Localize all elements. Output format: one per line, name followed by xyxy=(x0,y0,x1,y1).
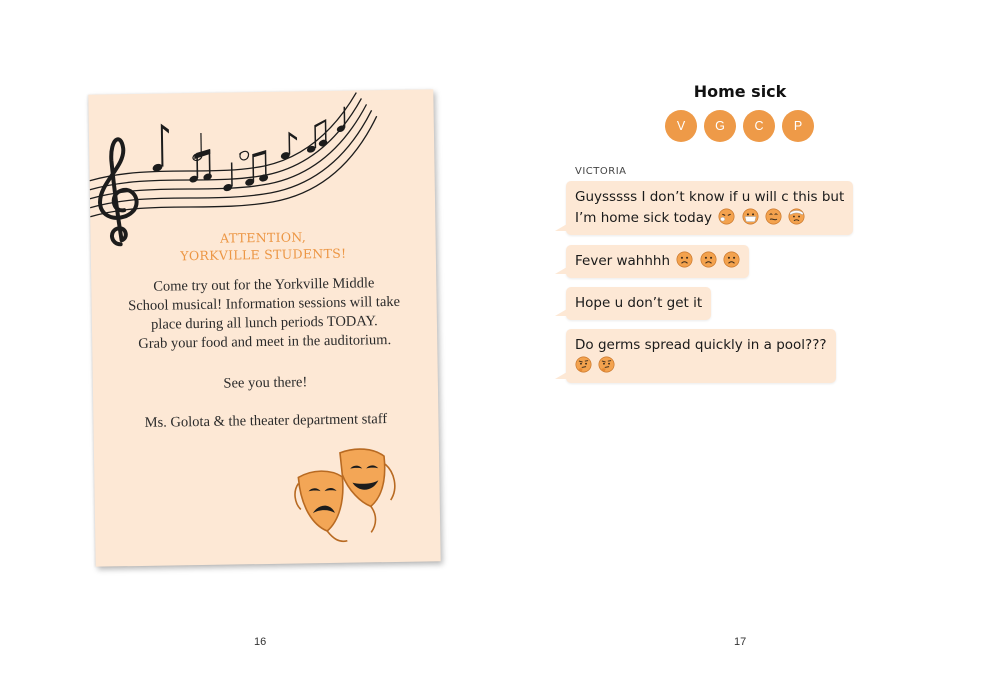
frowning-face-icon xyxy=(700,251,717,268)
poster-heading-line: YORKVILLE STUDENTS! xyxy=(180,245,347,264)
page-number-left: 16 xyxy=(254,636,267,648)
participant-avatars xyxy=(665,110,814,142)
thinking-face-icon xyxy=(598,356,615,373)
sneezing-face-icon xyxy=(718,208,735,225)
message-bubble xyxy=(566,181,853,235)
message-line: Hope u don’t get it xyxy=(575,295,703,311)
avatar[interactable]: G xyxy=(704,110,736,142)
poster-body-line: place during all lunch periods TODAY. xyxy=(150,313,378,333)
poster-signature: Ms. Golota & the theater department staff xyxy=(144,411,388,431)
poster-closing: See you there! xyxy=(223,374,308,392)
message-line: Fever wahhhh xyxy=(575,253,671,269)
message-bubble xyxy=(566,287,711,320)
musical-poster xyxy=(88,89,440,566)
sender-name: VICTORIA xyxy=(575,166,627,177)
poster-heading xyxy=(90,226,435,265)
thinking-face-icon xyxy=(575,356,592,373)
message-line: Do germs spread quickly in a pool??? xyxy=(575,337,827,353)
message-line: Guysssss I don’t know if u will c this but xyxy=(575,189,845,205)
message-bubble xyxy=(566,245,749,278)
poster-body-line: Grab your food and meet in the auditorium. xyxy=(138,332,392,352)
frowning-face-icon xyxy=(676,251,693,268)
avatar[interactable]: P xyxy=(782,110,814,142)
theater-masks-icon xyxy=(290,442,412,554)
poster-body-line: School musical! Information sessions will take xyxy=(128,293,401,315)
avatar[interactable]: C xyxy=(743,110,775,142)
treble-clef-icon xyxy=(99,139,137,245)
face-with-medical-mask-icon xyxy=(742,208,759,225)
poster-body xyxy=(111,274,417,355)
frowning-face-icon xyxy=(723,251,740,268)
message-line: I’m home sick today xyxy=(575,210,712,226)
avatar[interactable]: V xyxy=(665,110,697,142)
poster-body-line: Come try out for the Yorkville Middle xyxy=(153,275,375,295)
chat-title: Home sick xyxy=(693,82,787,101)
face-with-head-bandage-icon xyxy=(788,208,805,225)
nauseated-face-icon xyxy=(765,208,782,225)
page-number-right: 17 xyxy=(734,636,747,648)
poster-heading-line: ATTENTION, xyxy=(219,229,307,246)
message-bubble xyxy=(566,329,836,383)
